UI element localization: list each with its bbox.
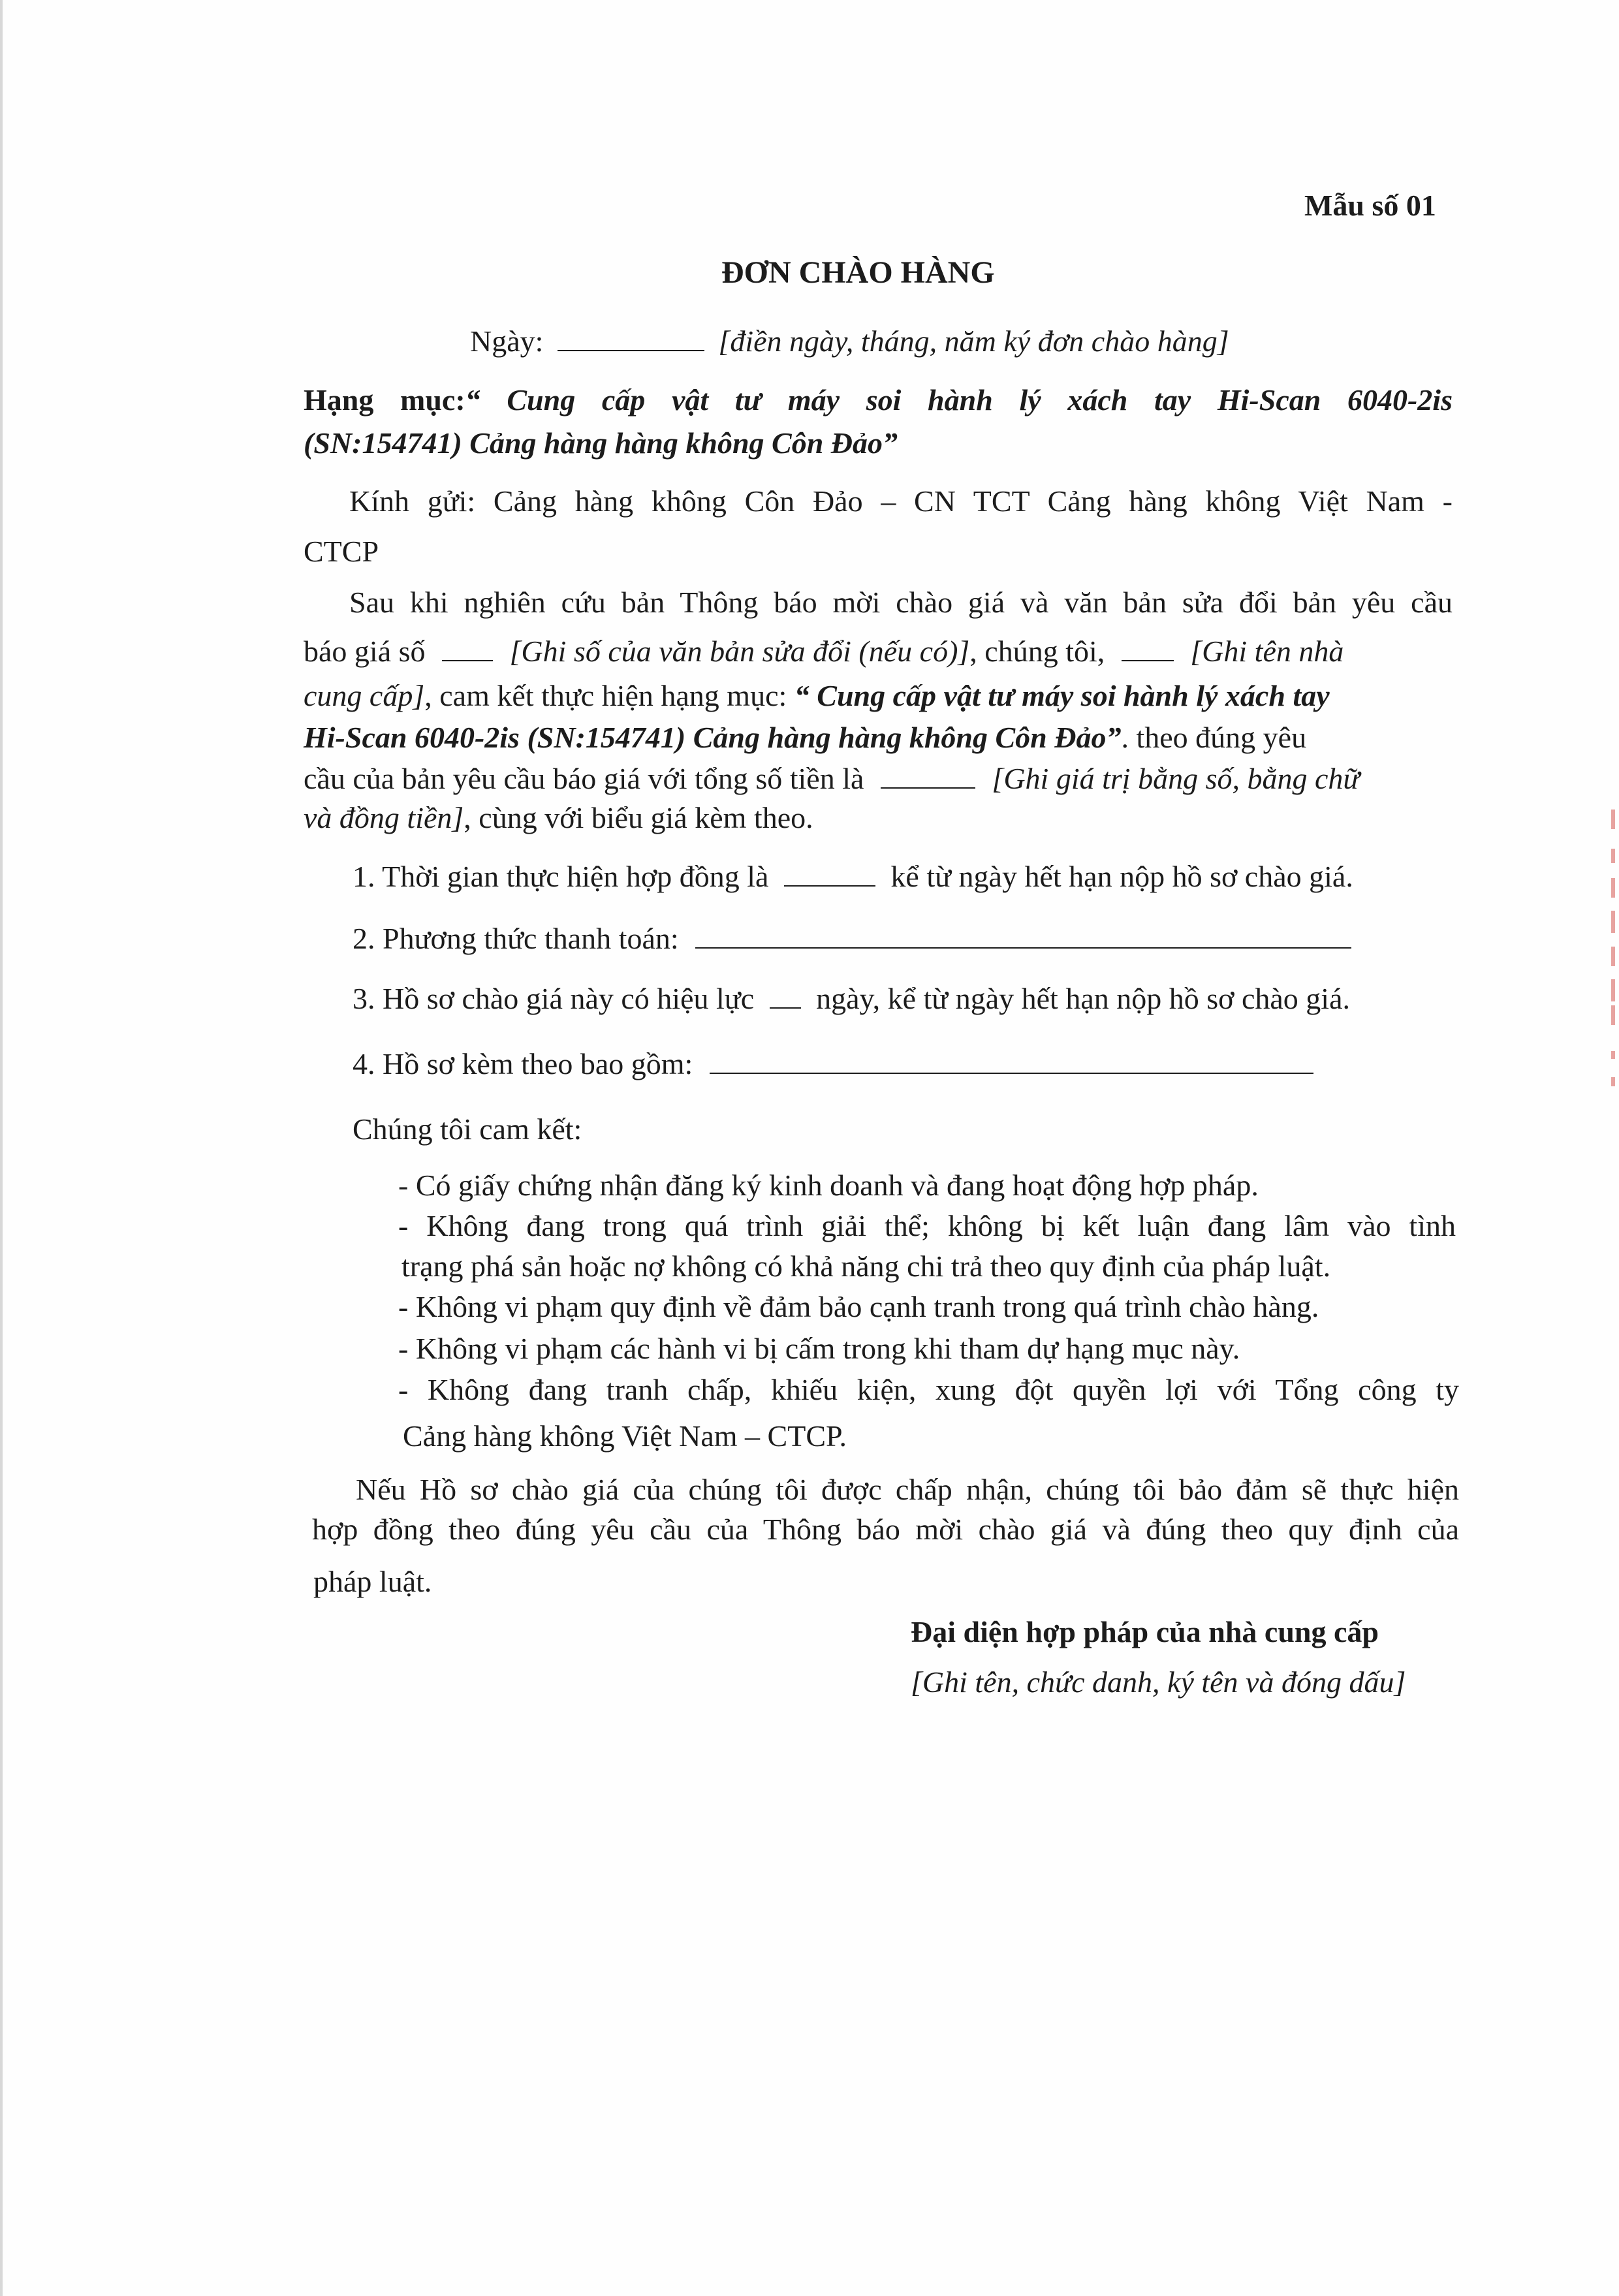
item-line-1 [304,381,1453,420]
supplier-name-blank [1122,634,1174,661]
commit-5-line-2: Cảng hàng không Việt Nam – CTCP. [403,1419,847,1453]
closing-text-2: hợp đồng theo đúng yêu cầu của Thông báo mời chào giá và đúng theo quy định của [312,1513,1459,1546]
commit-heading: Chúng tôi cam kết: [353,1112,582,1146]
item-3 [353,979,1350,1018]
amendment-hint: [Ghi số của văn bản sửa đổi (nếu có)] [509,635,970,668]
commit-4: - Không vi phạm các hành vi bị cấm trong khi tham dự hạng mục này. [398,1332,1240,1365]
supplier-name-hint: [Ghi tên nhà [1190,635,1344,668]
signature-title: Đại diện hợp pháp của nhà cung cấp [911,1615,1379,1648]
item-name-1: “ Cung cấp vật tư máy soi hành lý xách tay Hi-Scan 6040-2is [465,383,1453,417]
total-amount-blank [881,761,975,789]
item-line-2: (SN:154741) Cảng hàng hàng không Côn Đảo” [304,426,898,460]
commit-5-line-1 [398,1370,1459,1409]
validity-days-blank [770,981,801,1009]
currency-hint: và đồng tiền] [304,801,464,834]
date-line [470,322,1229,361]
date-label: Ngày: [470,324,544,358]
intro-item-name-2: Hi-Scan 6040-2is (SN:154741) Cảng hàng hàng không Côn Đảo” [304,721,1122,754]
total-amount-hint: [Ghi giá trị bằng số, bằng chữ [992,762,1360,795]
item-1-text-a: 1. Thời gian thực hiện hợp đồng là [353,860,769,893]
intro-text-4b: . theo đúng yêu [1121,721,1307,754]
recipient-line-1 [349,482,1453,521]
commit-3: - Không vi phạm quy định về đảm bảo cạnh tranh trong quá trình chào hàng. [398,1290,1319,1323]
intro-text-2a: báo giá số [304,635,426,668]
scan-edge [0,0,3,2296]
stamp-edge-mark [1611,1005,1615,1025]
intro-line-2 [304,632,1344,671]
intro-line-5 [304,759,1359,798]
signature-hint: [Ghi tên, chức danh, ký tên và đóng dấu] [911,1665,1406,1699]
closing-line-2 [312,1510,1459,1549]
supplier-name-hint-cont: cung cấp] [304,679,425,712]
stamp-edge-mark [1611,979,1615,1001]
item-3-text-a: 3. Hồ sơ chào giá này có hiệu lực [353,982,755,1015]
closing-line-1 [356,1470,1459,1509]
document-title: ĐƠN CHÀO HÀNG [721,255,995,290]
intro-text-5a: cầu của bản yêu cầu báo giá với tổng số tiền là [304,762,864,795]
item-2 [353,919,1351,958]
stamp-edge-mark [1611,911,1615,933]
item-label: Hạng mục: [304,383,465,417]
amendment-number-blank [442,634,493,661]
commit-2-text-1: - Không đang trong quá trình giải thể; không bị kết luận đang lâm vào tình [398,1209,1456,1242]
recipient-text-1: Kính gửi: Cảng hàng không Côn Đảo – CN TCT Cảng hàng không Việt Nam - [349,484,1453,518]
stamp-edge-mark [1611,1077,1615,1086]
commit-1: - Có giấy chứng nhận đăng ký kinh doanh và đang hoạt động hợp pháp. [398,1169,1259,1202]
item-4 [353,1045,1313,1084]
intro-line-4 [304,718,1306,757]
intro-text-1: Sau khi nghiên cứu bản Thông báo mời chào giá và văn bản sửa đổi bản yêu cầu [349,586,1453,619]
stamp-edge-mark [1611,1051,1615,1059]
item-1-text-b: kể từ ngày hết hạn nộp hồ sơ chào giá. [890,860,1353,893]
recipient-line-2: CTCP [304,535,379,568]
stamp-edge-mark [1611,947,1615,966]
intro-text-6b: , cùng với biểu giá kèm theo. [464,801,813,834]
commit-2-line-1 [398,1206,1456,1246]
date-blank [558,324,704,351]
date-hint: [điền ngày, tháng, năm ký đơn chào hàng] [718,324,1229,358]
intro-line-1 [349,583,1453,622]
form-number: Mẫu số 01 [1304,189,1436,222]
stamp-edge-mark [1611,878,1615,898]
attachments-blank [710,1046,1313,1074]
intro-item-name-1: “ Cung cấp vật tư máy soi hành lý xách tay [794,679,1330,712]
intro-text-3b: , cam kết thực hiện hạng mục: [424,679,787,712]
intro-text-2b: , chúng tôi, [969,635,1105,668]
closing-line-3: pháp luật. [313,1565,432,1598]
commit-2-line-2: trạng phá sản hoặc nợ không có khả năng chi trả theo quy định của pháp luật. [401,1250,1331,1283]
commit-5-text-1: - Không đang tranh chấp, khiếu kiện, xung đột quyền lợi với Tổng công ty [398,1373,1459,1406]
item-4-text: 4. Hồ sơ kèm theo bao gồm: [353,1047,693,1080]
stamp-edge-mark [1611,810,1615,829]
closing-text-1: Nếu Hồ sơ chào giá của chúng tôi được chấp nhận, chúng tôi bảo đảm sẽ thực hiện [356,1473,1459,1506]
item-3-text-b: ngày, kể từ ngày hết hạn nộp hồ sơ chào giá. [816,982,1350,1015]
payment-method-blank [695,921,1351,949]
item-2-text: 2. Phương thức thanh toán: [353,922,679,955]
intro-line-6 [304,798,813,838]
contract-duration-blank [784,859,875,887]
intro-line-3 [304,676,1330,716]
stamp-edge-mark [1611,849,1615,863]
item-1 [353,857,1353,896]
